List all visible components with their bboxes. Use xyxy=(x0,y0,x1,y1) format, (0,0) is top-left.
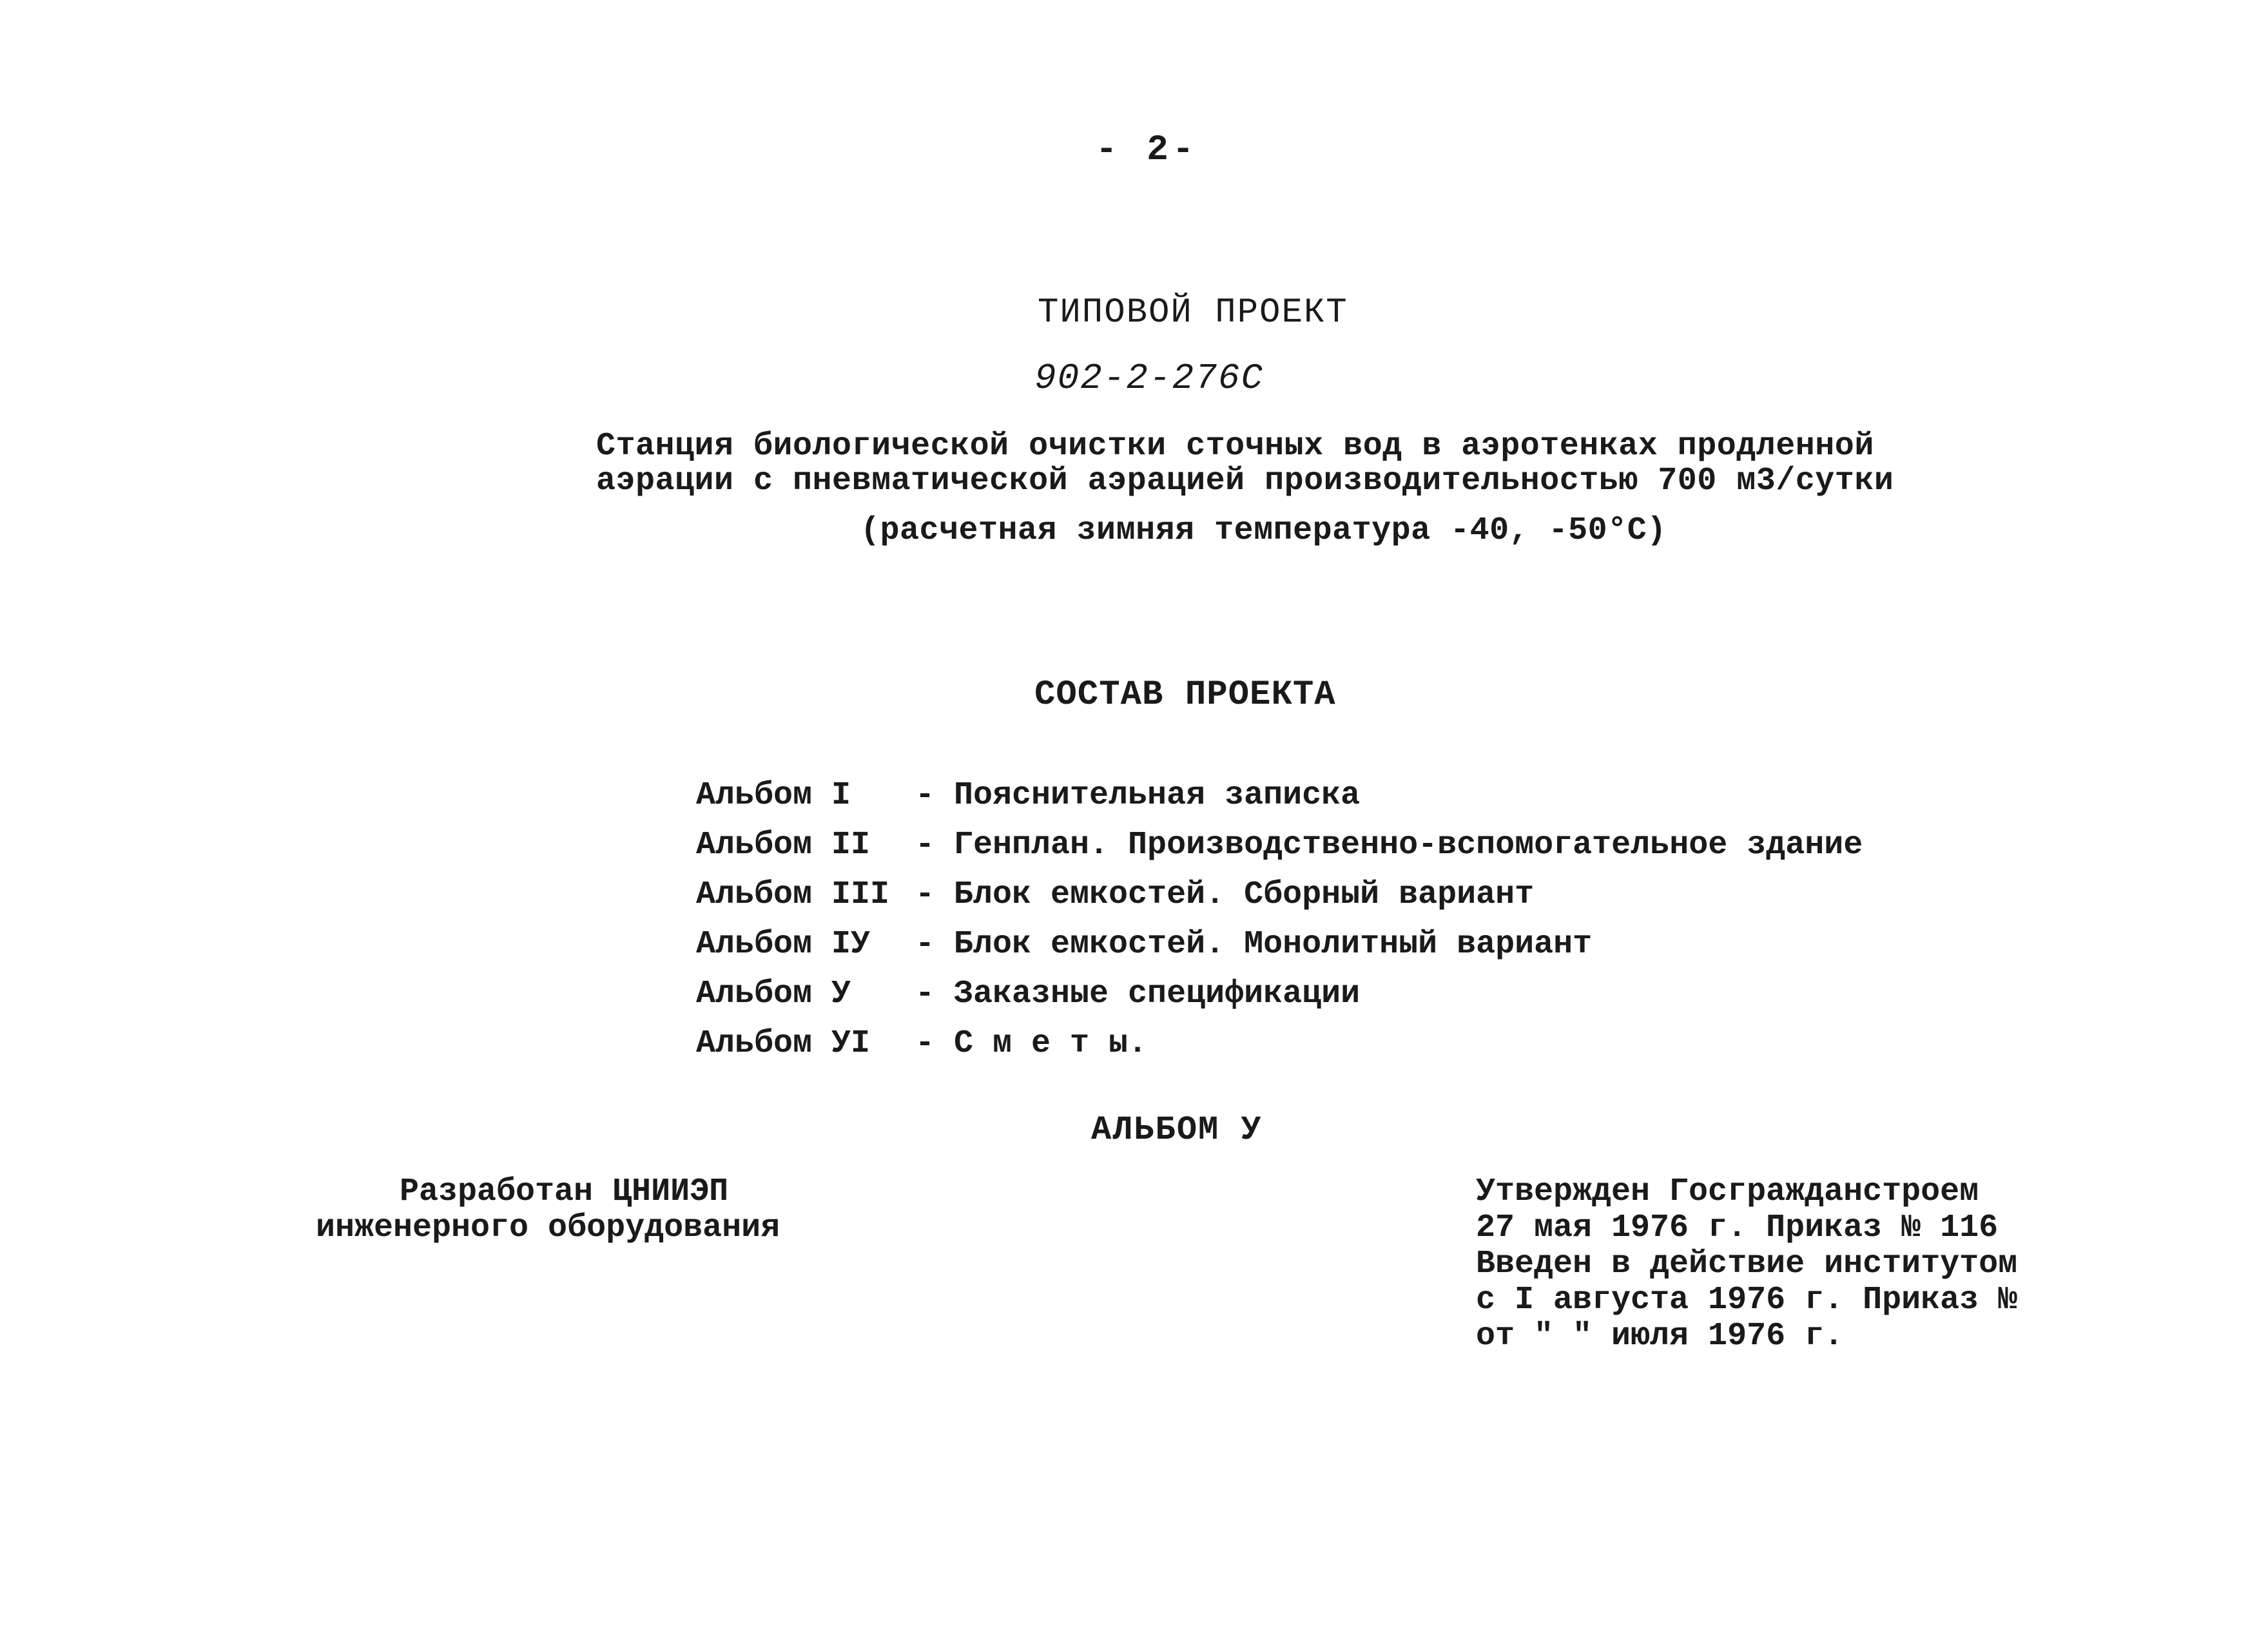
project-description-line-1: Станция биологической очистки сточных вод в аэротенках продленной xyxy=(596,428,1874,465)
album-description: - Пояснительная записка xyxy=(915,777,1361,814)
approval-line-1: Утвержден Госгражданстроем xyxy=(1476,1173,1979,1210)
approval-line-4: с I августа 1976 г. Приказ № xyxy=(1476,1282,2018,1318)
album-label: Альбом III xyxy=(696,876,890,913)
project-description-line-2: аэрации с пневматической аэрацией производительностью 700 м3/сутки xyxy=(596,463,1894,499)
page-number: - 2- xyxy=(1096,129,1198,170)
album-description: - Блок емкостей. Сборный вариант xyxy=(915,876,1535,913)
album-description: - С м е т ы. xyxy=(915,1025,1148,1062)
album-label: Альбом II xyxy=(696,827,871,864)
project-description-line-3: (расчетная зимняя температура -40, -50°С) xyxy=(860,512,1667,549)
approval-line-2: 27 мая 1976 г. Приказ № 116 xyxy=(1476,1210,1999,1246)
album-label: Альбом У xyxy=(696,976,851,1012)
composition-heading: СОСТАВ ПРОЕКТА xyxy=(1034,675,1336,715)
approval-block xyxy=(1476,1174,2017,1355)
album-list xyxy=(696,771,1863,1068)
document-type-heading: ТИПОВОЙ ПРОЕКТ xyxy=(1038,293,1348,333)
developer-block xyxy=(316,1174,780,1246)
album-row-5 xyxy=(696,969,1863,1019)
album-description: - Заказные спецификации xyxy=(915,976,1361,1012)
developer-line-1: Разработан ЦНИИЭП xyxy=(400,1173,729,1210)
album-description: - Генплан. Производственно-вспомогательное здание xyxy=(915,827,1863,864)
album-label: Альбом IУ xyxy=(696,926,871,963)
album-label: Альбом I xyxy=(696,777,851,814)
album-row-6 xyxy=(696,1019,1863,1068)
album-row-4 xyxy=(696,920,1863,969)
project-code: 902-2-276С xyxy=(1034,358,1265,399)
album-description: - Блок емкостей. Монолитный вариант xyxy=(915,926,1593,963)
album-row-3 xyxy=(696,870,1863,920)
album-label: Альбом УI xyxy=(696,1025,871,1062)
approval-line-5: от " " июля 1976 г. xyxy=(1476,1318,1844,1355)
album-row-1 xyxy=(696,771,1863,820)
album-row-2 xyxy=(696,820,1863,870)
approval-line-3: Введен в действие институтом xyxy=(1476,1246,2018,1282)
developer-line-2: инженерного оборудования xyxy=(316,1210,780,1246)
current-album-title: АЛЬБОМ У xyxy=(1091,1111,1263,1149)
